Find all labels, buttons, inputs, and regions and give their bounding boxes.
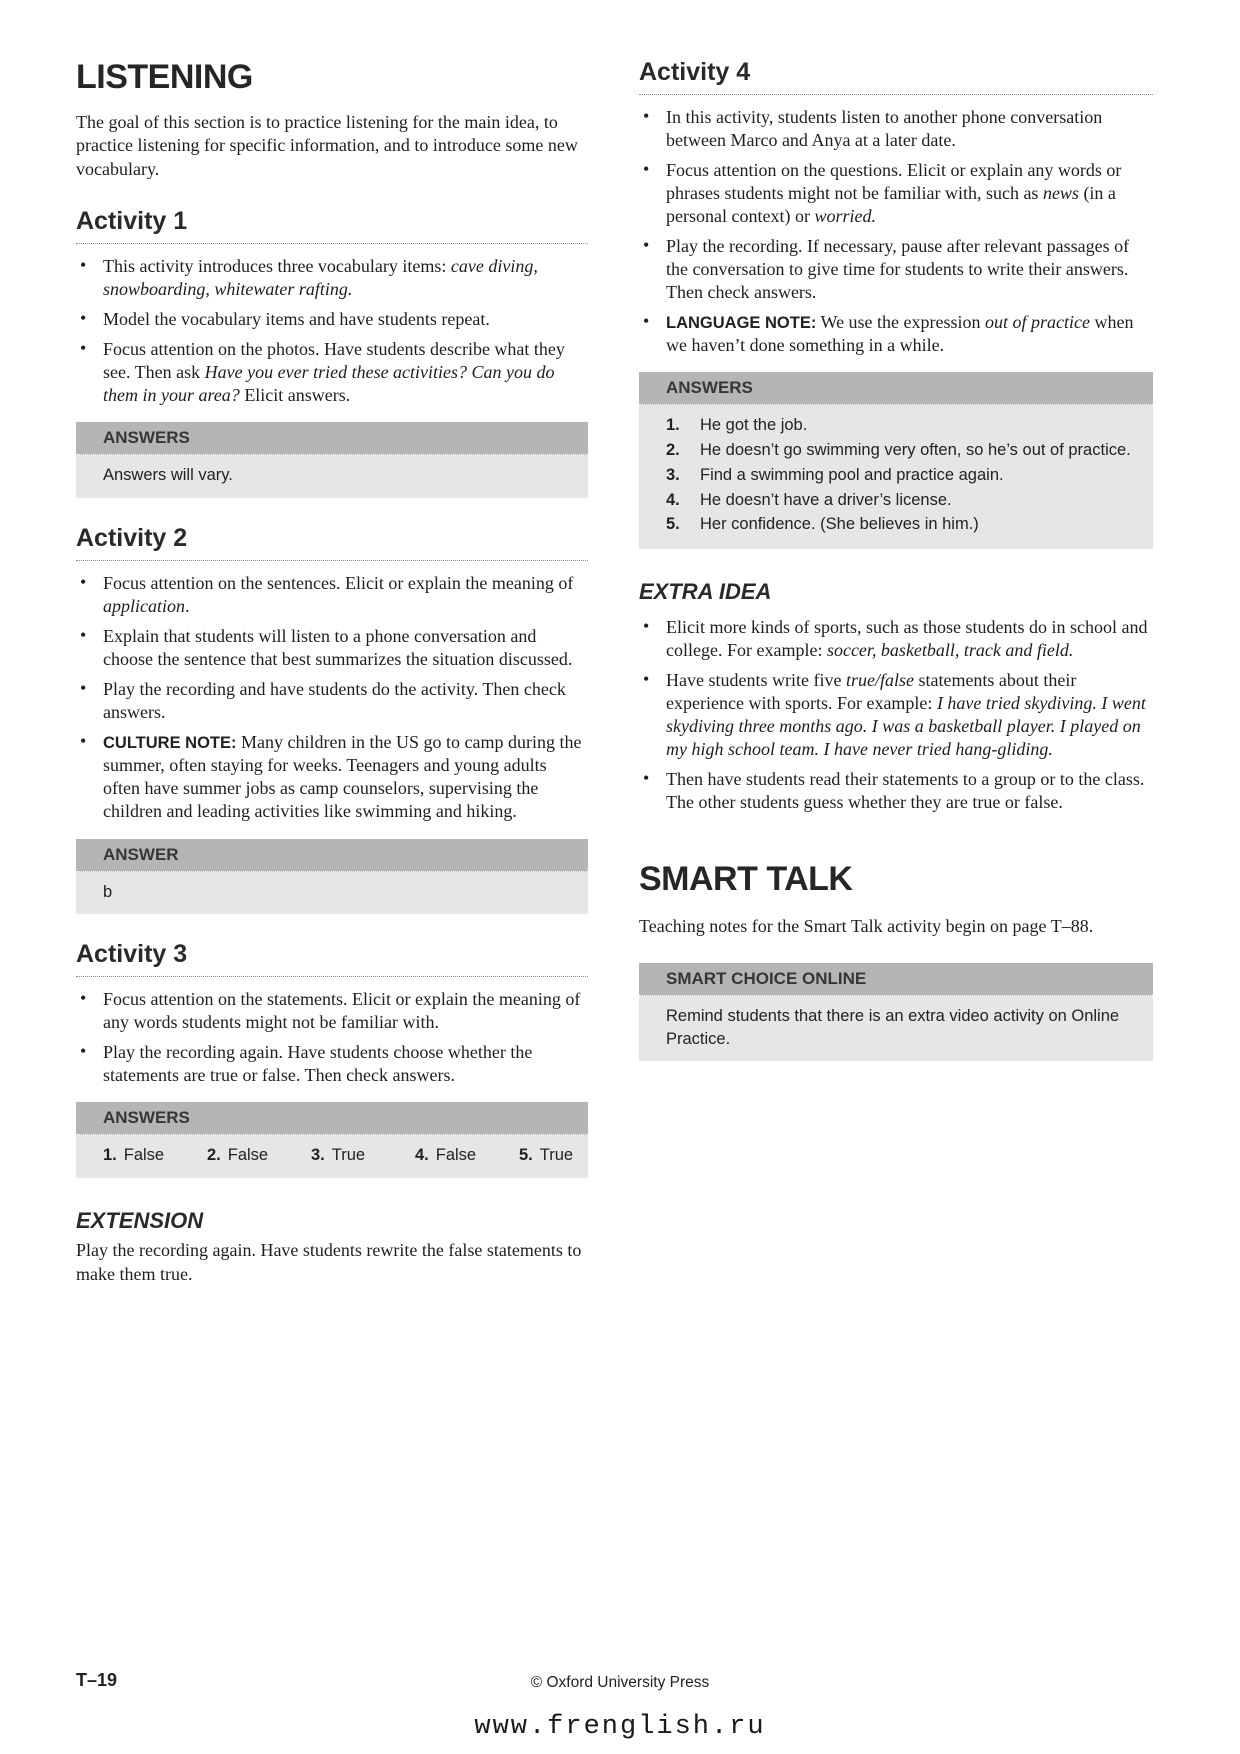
answer-value: He doesn’t go swimming very often, so he’s out of practice. (700, 441, 1131, 460)
right-column (639, 58, 1153, 1061)
answer-item (666, 513, 1139, 536)
answer-number: 3. (666, 465, 680, 484)
answer-item (311, 1144, 415, 1167)
answer-value: True (539, 1146, 574, 1165)
activity-1-section (76, 207, 588, 498)
activity-3-answer-row (103, 1144, 574, 1167)
answers-box-body (639, 405, 1153, 549)
bullet-item: • Elicit more kinds of sports, such as those students do in school and college. For example: soccer, basketball, track and field. (639, 616, 1153, 662)
activity-3-section (76, 940, 588, 1178)
answer-item: b (103, 882, 113, 901)
smart-choice-online-body (639, 996, 1153, 1062)
answer-value: False (227, 1146, 269, 1165)
answer-number: 5. (666, 515, 680, 534)
answer-item (207, 1144, 311, 1167)
activity-4-answers-box (639, 372, 1153, 549)
answer-value: False (435, 1146, 477, 1165)
activity-1-bullets (76, 255, 588, 407)
extension-heading: EXTENSION (76, 1208, 204, 1234)
activity-1-heading: Activity 1 (76, 207, 588, 244)
smart-choice-online-header: SMART CHOICE ONLINE (639, 963, 1153, 996)
answer-value: He doesn’t have a driver’s license. (700, 490, 952, 509)
answer-item (519, 1144, 573, 1167)
bullet-item: • Play the recording. If necessary, pause after relevant passages of the conversation to give time for students to write their answers. Then check answers. (639, 235, 1153, 304)
answer-value: True (331, 1146, 366, 1165)
watermark-url: www.frenglish.ru (474, 1712, 766, 1742)
activity-2-answer-box (76, 839, 588, 915)
bullet-item: • This activity introduces three vocabulary items: cave diving, snowboarding, whitewater rafting. (76, 255, 588, 301)
activity-4-bullets (639, 106, 1153, 357)
answer-item (666, 414, 1139, 437)
activity-4-section (639, 58, 1153, 549)
activity-2-heading: Activity 2 (76, 524, 588, 561)
answers-box-header: ANSWERS (639, 372, 1153, 405)
smart-talk-section (639, 860, 1153, 1061)
answer-item (666, 464, 1139, 487)
left-column (76, 58, 588, 1286)
answer-number: 1. (666, 416, 680, 435)
smart-talk-heading: SMART TALK (639, 860, 853, 899)
bullet-item: • Model the vocabulary items and have students repeat. (76, 308, 588, 331)
bullet-item: • Play the recording and have students do the activity. Then check answers. (76, 678, 588, 724)
extra-idea-bullets (639, 616, 1153, 814)
bullet-item: • CULTURE NOTE: Many children in the US go to camp during the summer, often staying for weeks. Teenagers and young adults often have summer jobs as camp counselors, supervising the children and leading activities like swimming and hiking. (76, 731, 588, 823)
answer-number: 2. (666, 441, 680, 460)
bullet-item: • Explain that students will listen to a phone conversation and choose the sentence that best summarizes the situation discussed. (76, 625, 588, 671)
answers-box-body (76, 1135, 588, 1178)
bullet-item: • Focus attention on the questions. Elicit or explain any words or phrases students might not be familiar with, such as news (in a personal context) or worried. (639, 159, 1153, 228)
activity-3-heading: Activity 3 (76, 940, 588, 977)
answer-value: False (123, 1146, 165, 1165)
answers-box-body (76, 455, 588, 498)
bullet-item: • Have students write five true/false statements about their experience with sports. For example: I have tried skydiving. I went skydiving three months ago. I was a basketball player. I played on my high school team. I have never tried hang-gliding. (639, 669, 1153, 761)
bullet-item: • Focus attention on the sentences. Elicit or explain the meaning of application. (76, 572, 588, 618)
listening-intro: The goal of this section is to practice listening for the main idea, to practice listening for specific information, and to introduce some new vocabulary. (76, 112, 578, 179)
extra-idea-section (639, 579, 1153, 814)
page-number: T–19 (76, 1670, 118, 1690)
answer-number: 4. (666, 490, 680, 509)
answer-item: Answers will vary. (103, 466, 233, 485)
activity-2-section (76, 524, 588, 914)
answer-number: 4. (415, 1146, 429, 1165)
smart-choice-online-text: Remind students that there is an extra video activity on Online Practice. (666, 1006, 1120, 1048)
answer-value: Her confidence. (She believes in him.) (700, 515, 979, 534)
answers-box-header: ANSWER (76, 839, 588, 872)
answer-item (666, 489, 1139, 512)
activity-1-answers-box (76, 422, 588, 498)
bullet-item: • Play the recording again. Have students choose whether the statements are true or false. Then check answers. (76, 1041, 588, 1087)
answer-number: 1. (103, 1146, 117, 1165)
answers-box-header: ANSWERS (76, 422, 588, 455)
answer-number: 3. (311, 1146, 325, 1165)
bullet-item: • Then have students read their statements to a group or to the class. The other students guess whether they are true or false. (639, 768, 1153, 814)
extra-idea-heading: EXTRA IDEA (639, 579, 772, 605)
activity-3-bullets (76, 988, 588, 1087)
answers-box-header: ANSWERS (76, 1102, 588, 1135)
answer-item (103, 1144, 207, 1167)
activity-4-heading: Activity 4 (639, 58, 1153, 95)
listening-heading: LISTENING (76, 58, 253, 96)
answer-item (415, 1144, 519, 1167)
bullet-item: • In this activity, students listen to another phone conversation between Marco and Anya at a later date. (639, 106, 1153, 152)
activity-3-answers-box (76, 1102, 588, 1178)
copyright-notice: © Oxford University Press (530, 1674, 710, 1691)
answers-box-body (76, 872, 588, 915)
answer-value: He got the job. (700, 416, 808, 435)
smart-talk-text: Teaching notes for the Smart Talk activity begin on page T–88. (639, 916, 1094, 937)
bullet-item: • Focus attention on the photos. Have students describe what they see. Then ask Have you ever tried these activities? Can you do them in your area? Elicit answers. (76, 338, 588, 407)
answer-value: Find a swimming pool and practice again. (700, 465, 1004, 484)
activity-2-bullets (76, 572, 588, 823)
extension-section (76, 1208, 588, 1286)
bullet-item: • Focus attention on the statements. Elicit or explain the meaning of any words students might not be familiar with. (76, 988, 588, 1034)
smart-choice-online-box (639, 963, 1153, 1062)
answer-number: 2. (207, 1146, 221, 1165)
answer-number: 5. (519, 1146, 533, 1165)
extension-text: Play the recording again. Have students rewrite the false statements to make them true. (76, 1240, 582, 1284)
answer-item (666, 439, 1139, 462)
bullet-item: • LANGUAGE NOTE: We use the expression out of practice when we haven’t done something in a while. (639, 311, 1153, 357)
